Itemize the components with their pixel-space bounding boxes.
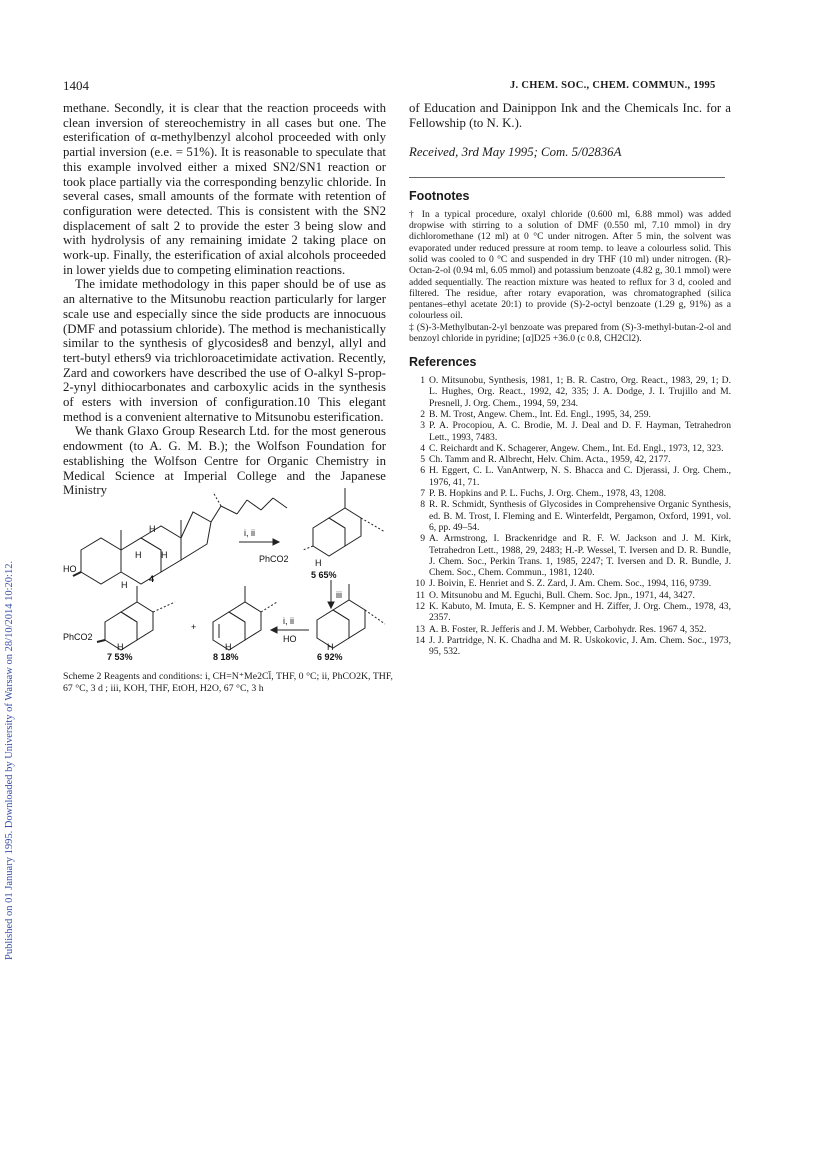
label-phco2: PhCO2: [63, 632, 93, 642]
reference-text: Ch. Tamm and R. Albrecht, Helv. Chim. Acta., 1959, 42, 2177.: [429, 454, 671, 466]
reference-item: [409, 465, 731, 488]
reference-text: C. Reichardt and K. Schagerer, Angew. Chem., Int. Ed. Engl., 1973, 12, 323.: [429, 442, 724, 454]
ring-d: [181, 512, 211, 560]
reference-item: [409, 499, 731, 533]
label-h: H: [225, 642, 232, 652]
reference-text: B. M. Trost, Angew. Chem., Int. Ed. Engl., 1995, 34, 259.: [429, 408, 651, 420]
reference-text: J. Boivin, E. Henriet and S. Z. Zard, J. Am. Chem. Soc., 1994, 116, 9739.: [429, 578, 712, 590]
plus-sign: +: [191, 622, 197, 632]
download-watermark: [4, 200, 18, 960]
references-heading: References: [409, 355, 477, 370]
received-date: Received, 3rd May 1995; Com. 5/02836A: [409, 145, 622, 160]
compound-4-label: 4: [149, 574, 155, 584]
reference-item: [409, 590, 731, 601]
paragraph-acknowledgements: We thank Glaxo Group Research Ltd. for the most generous endowment (to A. G. M. B.); the Wolfson Foundation for establishing the Wolfson Centre for Organic Chemistry in Medical Science at Imperial College and the Japanese Ministry: [63, 424, 386, 498]
reference-item: [409, 533, 731, 578]
reference-item: [409, 488, 731, 499]
reference-text: A. B. Foster, R. Jefferis and J. M. Webber, Carbohydr. Res. 1967 4, 352.: [429, 623, 707, 635]
reference-number: 6: [420, 465, 425, 477]
reference-text: J. J. Partridge, N. K. Chadha and M. R. Uskokovic, J. Am. Chem. Soc., 1973, 95, 532.: [429, 634, 731, 658]
reference-number: 11: [415, 589, 425, 601]
label-h: H: [117, 642, 124, 652]
reagent-label-3: i, ii: [283, 616, 294, 626]
journal-running-head: J. CHEM. SOC., CHEM. COMMUN., 1995: [510, 80, 716, 91]
reference-text: O. Mitsunobu, Synthesis, 1981, 1; B. R. Castro, Org. React., 1983, 29, 1; D. L. Hughes, Org. React., 1992, 42, 335; J. A. Dodge, J. I. Trujillo and M. Presnell, J. Org. Chem., 1994, 59, 234.: [429, 375, 731, 409]
compound-6-label: 6 92%: [317, 652, 343, 660]
reference-item: [409, 578, 731, 589]
footnote-dagger: † In a typical procedure, oxalyl chloride (0.600 ml, 6.88 mmol) was added dropwise with stirring to a solution of DMF (0.550 ml, 7.10 mmol) in dry dichloromethane (12 ml) at 0 °C under nitrogen. After 5 min, the solvent was evaporated under reduced pressure at room temp. to leave a colourless solid. This solid was cooled to 0 °C and suspended in dry THF (10 ml) under nitrogen. (R)-Octan-2-ol (0.94 ml, 6.05 mmol) and potassium benzoate (4.82 g, 30.1 mmol) were added sequentially. The reaction mixture was heated to reflux for 3 d, cooled and filtered. The residue, after rotary evaporation, was chromatographed (silica pentanes–ethyl acetate 20:1) to provide (S)-2-octyl benzoate (1.29 g, 91%) as a colourless oil.: [409, 208, 731, 322]
reference-number: 4: [420, 442, 425, 454]
reference-text: A. Armstrong, I. Brackenridge and R. F. W. Jackson and J. M. Kirk, Tetrahedron Lett., 1988, 29, 2483; H.-P. Wessel, T. Iversen and D. R. Bundle, J. Chem. Soc., Perkin Trans. 1, 1985, 2247; T. Iversen and D. R. Bundle, J. Chem. Soc., Chem. Commun., 1981, 1240.: [429, 533, 731, 579]
reference-number: 2: [420, 408, 425, 420]
right-column: [409, 101, 731, 658]
reference-number: 3: [420, 420, 425, 432]
ring-a: [81, 538, 121, 584]
reference-number: 7: [420, 488, 425, 500]
reagent-label-1: i, ii: [244, 528, 255, 538]
reference-item: [409, 454, 731, 465]
reference-item: [409, 601, 731, 624]
label-h: H: [121, 580, 128, 590]
reference-item: [409, 420, 731, 443]
reference-text: K. Kabuto, M. Imuta, E. S. Kempner and H. Ziffer, J. Org. Chem., 1978, 43, 2357.: [429, 601, 731, 624]
scheme-caption: Scheme 2 Reagents and conditions: i, CH=N⁺Me2Cl̄, THF, 0 °C; ii, PhCO2K, THF, 67 °C, 3 d ; iii, KOH, THF, EtOH, H2O, 67 °C, 3 h: [63, 671, 393, 694]
reagent-label-2: iii: [336, 590, 342, 600]
reference-number: 5: [420, 454, 425, 466]
label-h: H: [327, 642, 334, 652]
reference-text: R. R. Schmidt, Synthesis of Glycosides in Comprehensive Organic Synthesis, ed. B. M. Trost, I. Fleming and E. Winterfeldt, Pergamon, Oxford, 1991, vol. 6, pp. 49–54.: [429, 499, 731, 533]
reference-number: 14: [415, 634, 425, 646]
compound-7-label: 7 53%: [107, 652, 133, 660]
reaction-scheme: [63, 470, 393, 660]
reference-number: 10: [415, 578, 425, 590]
label-h: H: [161, 550, 168, 560]
reference-item: [409, 375, 731, 409]
reference-number: 8: [420, 499, 425, 511]
label-h: H: [315, 558, 322, 568]
compound-5-label: 5 65%: [311, 570, 337, 580]
reference-item: [409, 443, 731, 454]
paragraph-acknowledgements-cont: of Education and Dainippon Ink and the Chemicals Inc. for a Fellowship (to N. K.).: [409, 101, 731, 130]
paragraph-methodology: The imidate methodology in this paper should be of use as an alternative to the Mitsunobu reaction particularly for larger scale use and especially since the side products are innocuous (DMF and potassium chloride). The method is mechanistically similar to the synthesis of glycosides8 and benzyl, allyl and tert-butyl ethers9 via trichloroacetimidate activation. Recently, Zard and coworkers have described the use of O-alkyl S-prop-2-ynyl dithiocarbonates and carboxylic acids in the synthesis of esters with inversion of configuration.10 This elegant method is a convenient alternative to Mitsunobu esterification.: [63, 277, 386, 424]
footnotes-heading: Footnotes: [409, 189, 470, 204]
reference-text: H. Eggert, C. L. VanAntwerp, N. S. Bhacca and C. Djerassi, J. Org. Chem., 1976, 41, 71.: [429, 465, 731, 488]
reference-item: [409, 409, 731, 420]
label-h: H: [149, 524, 156, 534]
page-number: 1404: [63, 78, 89, 93]
reference-text: O. Mitsunobu and M. Eguchi, Bull. Chem. Soc. Jpn., 1971, 44, 3427.: [429, 589, 695, 601]
reference-text: P. A. Procopiou, A. C. Brodie, M. J. Deal and D. F. Hayman, Tetrahedron Lett., 1993, 7483.: [429, 420, 731, 443]
footnote-double-dagger: ‡ (S)-3-Methylbutan-2-yl benzoate was prepared from (S)-3-methyl-butan-2-ol and benzoyl chloride in pyridine; [α]D25 +36.0 (c 0.8, CH2Cl2).: [409, 321, 731, 345]
label-phco2: PhCO2: [259, 554, 289, 564]
compound-8-label: 8 18%: [213, 652, 239, 660]
section-divider: [409, 177, 725, 178]
label-h: H: [135, 550, 142, 560]
reference-number: 9: [420, 533, 425, 545]
reference-list: [409, 375, 731, 657]
ring-c: [141, 526, 181, 572]
paragraph-results: methane. Secondly, it is clear that the reaction proceeds with clean inversion of stereochemistry in all cases but one. The esterification of α-methylbenzyl alcohol proceeded with only partial inversion (e.e. = 51%). It is reasonable to speculate that this example involved either a mixed SN2/SN1 reaction or took place partially via the corresponding benzylic chloride. In several cases, small amounts of the formate with retention of configuration were detected. This is consistent with the SN2 displacement of salt 2 to provide the ester 3 being slow and with hydrolysis of any remaining imidate 2 taking place on work-up. Finally, the esterification of axial alcohols proceeded in lower yields due to competing elimination reactions.: [63, 101, 386, 277]
label-ho-6: HO: [283, 634, 297, 644]
reference-text: P. B. Hopkins and P. L. Fuchs, J. Org. Chem., 1978, 43, 1208.: [429, 488, 667, 500]
left-column: [63, 101, 386, 498]
reference-item: [409, 635, 731, 658]
reference-number: 13: [415, 623, 425, 635]
reference-item: [409, 624, 731, 635]
ring-b: [121, 538, 161, 584]
label-ho-4: HO: [63, 564, 77, 574]
watermark-text: Published on 01 January 1995. Downloaded by University of Warsaw on 28/10/2014 10:20:12.: [4, 560, 15, 960]
reference-number: 1: [420, 375, 425, 387]
reference-number: 12: [415, 601, 425, 613]
